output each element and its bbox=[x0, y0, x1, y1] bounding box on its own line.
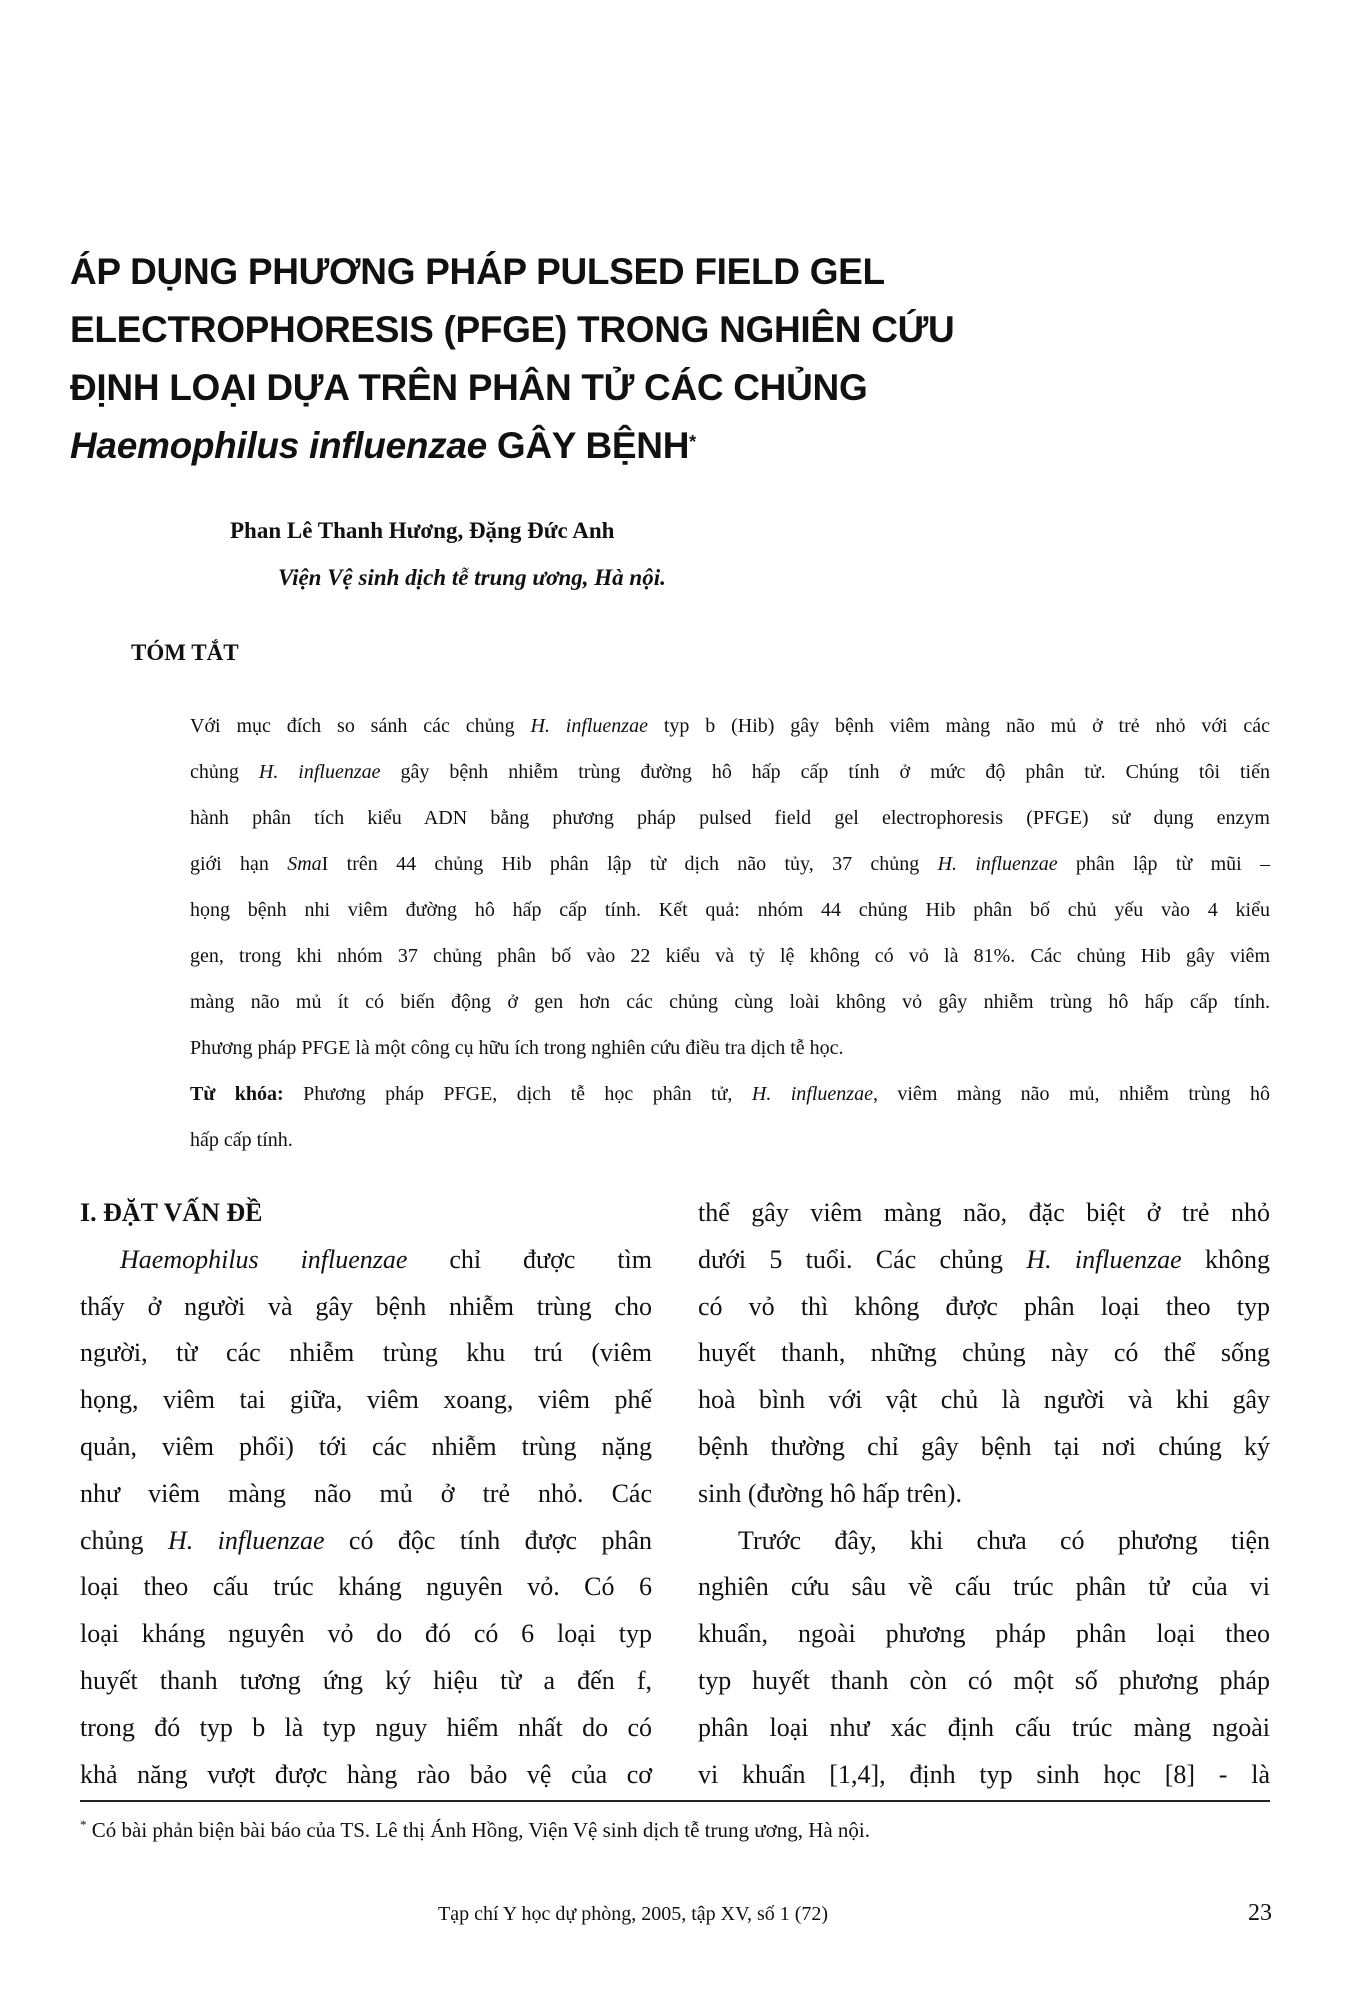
text-line bbox=[80, 1564, 652, 1611]
text-line bbox=[698, 1377, 1270, 1424]
footnote-rule bbox=[80, 1800, 1270, 1802]
text-segment: sinh (đường hô hấp trên). bbox=[698, 1478, 962, 1508]
text-segment: giới hạn bbox=[190, 853, 288, 875]
text-segment: khả năng vượt được hàng rào bảo vệ của cơ bbox=[80, 1759, 652, 1789]
body-paragraph bbox=[698, 1518, 1270, 1799]
text-line bbox=[80, 1284, 652, 1331]
text-line bbox=[190, 841, 1270, 887]
text-line bbox=[698, 1752, 1270, 1799]
text-line bbox=[698, 1471, 1270, 1518]
text-line bbox=[698, 1237, 1270, 1284]
footnote bbox=[80, 1817, 870, 1843]
text-segment: gây bệnh nhiễm trùng đường hô hấp cấp tính ở mức độ phân tử. Chúng tôi tiến bbox=[380, 761, 1270, 783]
italic-text: H. influenzae bbox=[1026, 1244, 1182, 1274]
text-segment: hoà bình với vật chủ là người và khi gây bbox=[698, 1385, 1270, 1415]
text-segment: họng bệnh nhi viêm đường hô hấp cấp tính. Kết quả: nhóm 44 chủng Hib phân bố chủ yếu vào 4 kiểu bbox=[190, 899, 1270, 921]
text-segment: bệnh thường chỉ gây bệnh tại nơi chúng ký bbox=[698, 1431, 1270, 1461]
text-segment: nghiên cứu sâu về cấu trúc phân tử của vi bbox=[698, 1572, 1270, 1602]
text-line bbox=[190, 703, 1270, 749]
text-segment: thấy ở người và gây bệnh nhiễm trùng cho bbox=[80, 1291, 652, 1321]
text-segment: không bbox=[1181, 1244, 1270, 1274]
text-segment: hấp cấp tính. bbox=[190, 1129, 293, 1151]
text-line bbox=[698, 1190, 1270, 1237]
text-line bbox=[190, 887, 1270, 933]
text-line bbox=[80, 1705, 652, 1752]
text-line bbox=[698, 1424, 1270, 1471]
title-line: ĐỊNH LOẠI DỰA TRÊN PHÂN TỬ CÁC CHỦNG bbox=[70, 367, 868, 408]
italic-text: Haemophilus influenzae bbox=[120, 1244, 408, 1274]
text-segment: Phương pháp PFGE là một công cụ hữu ích trong nghiên cứu điều tra dịch tễ học. bbox=[190, 1037, 844, 1059]
text-segment: Với mục đích so sánh các chủng bbox=[190, 715, 531, 737]
text-line bbox=[80, 1330, 652, 1377]
text-segment: Phương pháp PFGE, dịch tễ học phân tử, bbox=[283, 1083, 752, 1105]
abstract-paragraph bbox=[190, 703, 1270, 1071]
text-line bbox=[698, 1611, 1270, 1658]
text-line bbox=[698, 1658, 1270, 1705]
page-number: 23 bbox=[1248, 1900, 1272, 1926]
text-segment: chỉ được tìm bbox=[407, 1244, 652, 1274]
text-segment: như viêm màng não mủ ở trẻ nhỏ. Các bbox=[80, 1478, 652, 1508]
text-line bbox=[190, 1117, 1270, 1163]
text-segment: chủng bbox=[80, 1525, 168, 1555]
text-line bbox=[80, 1752, 652, 1799]
title-line: ÁP DỤNG PHƯƠNG PHÁP PULSED FIELD GEL bbox=[70, 251, 885, 292]
column-right bbox=[698, 1190, 1270, 1798]
text-line bbox=[80, 1658, 652, 1705]
text-segment: gen, trong khi nhóm 37 chủng phân bố vào 22 kiểu và tỷ lệ không có vỏ là 81%. Các chủng Hib gây viêm bbox=[190, 945, 1270, 967]
text-segment: phân lập từ mũi – bbox=[1057, 853, 1271, 875]
text-segment: huyết thanh tương ứng ký hiệu từ a đến f, bbox=[80, 1665, 652, 1695]
text-line bbox=[190, 933, 1270, 979]
footnote-mark: * bbox=[80, 1817, 87, 1832]
text-segment: loại theo cấu trúc kháng nguyên vỏ. Có 6 bbox=[80, 1572, 652, 1602]
text-line bbox=[698, 1284, 1270, 1331]
journal-footer: Tạp chí Y học dự phòng, 2005, tập XV, số 1 (72) bbox=[438, 1903, 829, 1925]
authors: Phan Lê Thanh Hương, Đặng Đức Anh bbox=[230, 518, 615, 543]
italic-text: H. influenzae bbox=[530, 715, 648, 737]
text-line bbox=[190, 749, 1270, 795]
text-segment: , viêm màng não mủ, nhiễm trùng hô bbox=[872, 1083, 1271, 1105]
italic-text: H. influenzae bbox=[167, 1525, 325, 1555]
text-segment: Trước đây, khi chưa có phương tiện bbox=[738, 1525, 1270, 1555]
text-segment: thể gây viêm màng não, đặc biệt ở trẻ nhỏ bbox=[698, 1198, 1270, 1227]
italic-text: H. influenzae bbox=[258, 761, 381, 783]
text-segment: họng, viêm tai giữa, viêm xoang, viêm phế bbox=[80, 1385, 652, 1415]
text-line bbox=[80, 1424, 652, 1471]
text-segment: có vỏ thì không được phân loại theo typ bbox=[698, 1291, 1270, 1321]
footnote-mark: * bbox=[689, 432, 696, 452]
text-line bbox=[190, 1025, 1270, 1071]
italic-text: H. influenzae bbox=[937, 853, 1058, 875]
text-segment: hành phân tích kiểu ADN bằng phương pháp pulsed field gel electrophoresis (PFGE) sử dụng enzym bbox=[190, 807, 1270, 829]
text-segment: người, từ các nhiễm trùng khu trú (viêm bbox=[80, 1338, 652, 1368]
text-segment: màng não mủ ít có biến động ở gen hơn các chủng cùng loài không vỏ gây nhiễm trùng hô hấp cấp tính. bbox=[190, 991, 1270, 1013]
text-line bbox=[80, 1377, 652, 1424]
text-segment: trong đó typ b là typ nguy hiểm nhất do có bbox=[80, 1712, 652, 1742]
text-line bbox=[190, 1071, 1270, 1117]
text-segment: chủng bbox=[190, 761, 259, 783]
text-segment: khuẩn, ngoài phương pháp phân loại theo bbox=[698, 1619, 1270, 1649]
text-segment: có độc tính được phân bbox=[324, 1525, 652, 1555]
italic-text: Sma bbox=[287, 853, 322, 875]
article-title bbox=[70, 243, 1070, 475]
text-line bbox=[80, 1237, 652, 1284]
footnote-text: Có bài phản biện bài báo của TS. Lê thị Ánh Hồng, Viện Vệ sinh dịch tễ trung ương, Hà nội. bbox=[86, 1818, 871, 1842]
affiliation: Viện Vệ sinh dịch tễ trung ương, Hà nội. bbox=[278, 565, 666, 590]
title-line: ELECTROPHORESIS (PFGE) TRONG NGHIÊN CỨU bbox=[70, 309, 955, 350]
text-segment: phân loại như xác định cấu trúc màng ngoài bbox=[698, 1712, 1270, 1742]
keywords bbox=[190, 1071, 1270, 1163]
text-line bbox=[698, 1518, 1270, 1565]
section-heading: I. ĐẶT VẤN ĐỀ bbox=[80, 1198, 263, 1227]
text-segment: quản, viêm phổi) tới các nhiễm trùng nặng bbox=[80, 1431, 652, 1461]
column-left bbox=[80, 1190, 652, 1798]
text-line bbox=[698, 1705, 1270, 1752]
abstract bbox=[190, 703, 1270, 1163]
text-segment: typ huyết thanh còn có một số phương pháp bbox=[698, 1665, 1270, 1695]
text-line bbox=[80, 1518, 652, 1565]
body-paragraph bbox=[698, 1190, 1270, 1518]
text-segment: typ b (Hib) gây bệnh viêm màng não mủ ở trẻ nhỏ với các bbox=[647, 715, 1270, 737]
title-line bbox=[70, 417, 1070, 475]
text-line bbox=[698, 1564, 1270, 1611]
text-line bbox=[80, 1471, 652, 1518]
body-paragraph bbox=[80, 1237, 652, 1799]
title-rest: GÂY BỆNH bbox=[486, 425, 690, 466]
italic-text: H. influenzae bbox=[751, 1083, 873, 1105]
text-segment: vi khuẩn [1,4], định typ sinh học [8] - là bbox=[698, 1759, 1270, 1789]
text-line bbox=[698, 1330, 1270, 1377]
text-segment: huyết thanh, những chủng này có thể sống bbox=[698, 1338, 1270, 1368]
text-line bbox=[190, 979, 1270, 1025]
text-segment: loại kháng nguyên vỏ do đó có 6 loại typ bbox=[80, 1619, 652, 1649]
bold-label: Từ khóa: bbox=[190, 1083, 284, 1105]
text-segment: I trên 44 chủng Hib phân lập từ dịch não tủy, 37 chủng bbox=[321, 853, 938, 875]
text-segment: dưới 5 tuổi. Các chủng bbox=[698, 1244, 1027, 1274]
title-species: Haemophilus influenzae bbox=[70, 425, 487, 466]
text-line bbox=[190, 795, 1270, 841]
abstract-heading: TÓM TẮT bbox=[131, 640, 239, 665]
text-line bbox=[80, 1611, 652, 1658]
